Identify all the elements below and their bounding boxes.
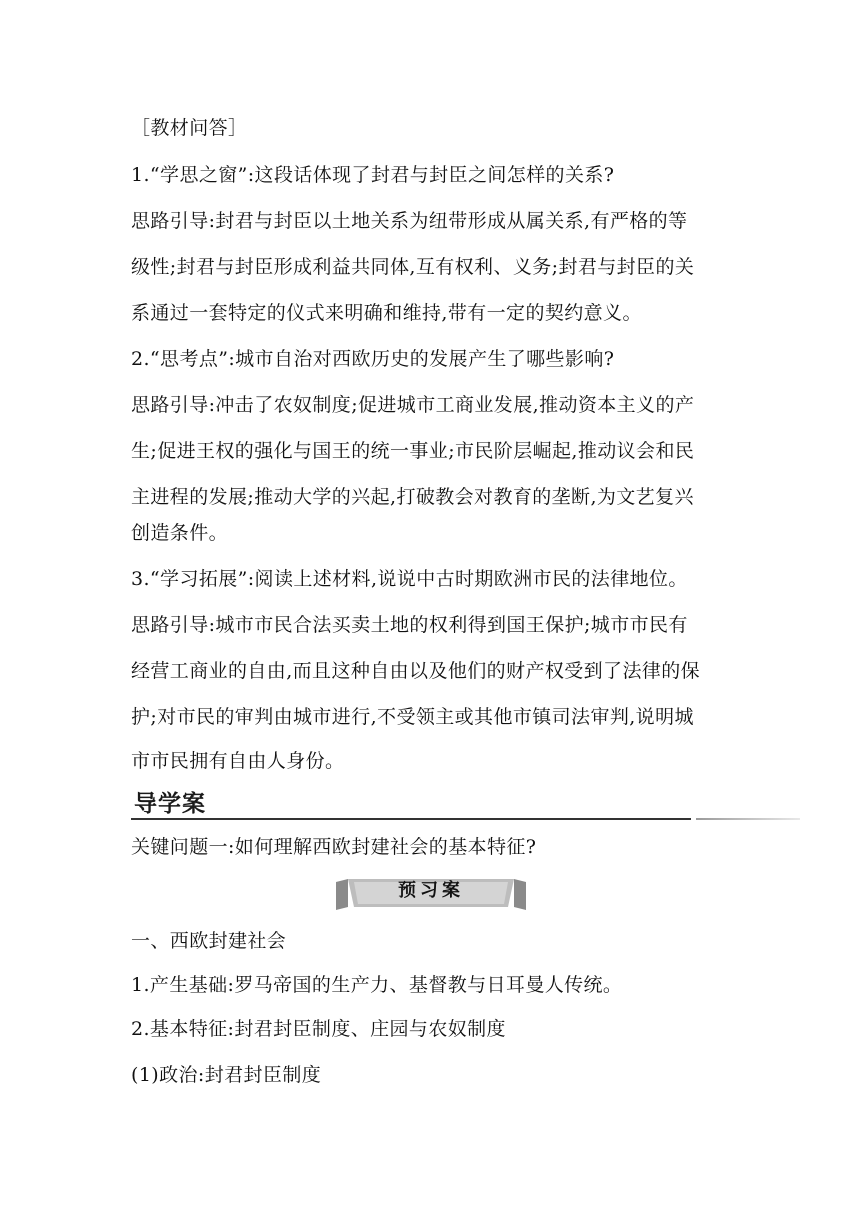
answer-3-line-1: 思路引导:城市市民合法买卖土地的权利得到国王保护;城市市民有 xyxy=(131,614,688,636)
preview-banner xyxy=(336,876,526,910)
answer-2-line-1: 思路引导:冲击了农奴制度;促进城市工商业发展,推动资本主义的产 xyxy=(131,394,695,416)
answer-3-line-3: 护;对市民的审判由城市进行,不受领主或其他市镇司法审判,说明城 xyxy=(131,706,694,728)
question-2: 2.“思考点”:城市自治对西欧历史的发展产生了哪些影响? xyxy=(131,348,615,370)
key-question: 关键问题一:如何理解西欧封建社会的基本特征? xyxy=(131,836,537,858)
heading-divider-fade xyxy=(696,818,800,820)
answer-1-line-3: 系通过一套特定的仪式来明确和维持,带有一定的契约意义。 xyxy=(131,302,642,324)
answer-2-line-3: 主进程的发展;推动大学的兴起,打破教会对教育的垄断,为文艺复兴 xyxy=(131,486,694,508)
textbook-qa-header: ［教材问答］ xyxy=(131,117,248,139)
answer-3-line-2: 经营工商业的自由,而且这种自由以及他们的财产权受到了法律的保 xyxy=(131,660,701,682)
answer-2-line-4: 创造条件。 xyxy=(131,522,229,544)
answer-1-line-2: 级性;封君与封臣形成利益共同体,互有权利、义务;封君与封臣的关 xyxy=(131,256,695,278)
question-1: 1.“学思之窗”:这段话体现了封君与封臣之间怎样的关系? xyxy=(131,164,615,186)
preview-item-2: 2.基本特征:封君封臣制度、庄园与农奴制度 xyxy=(131,1018,506,1040)
answer-2-line-2: 生;促进王权的强化与国王的统一事业;市民阶层崛起,推动议会和民 xyxy=(131,440,695,462)
preview-banner-label: 预习案 xyxy=(398,880,464,901)
section-title-western-europe: 一、西欧封建社会 xyxy=(131,930,287,952)
question-3: 3.“学习拓展”:阅读上述材料,说说中古时期欧洲市民的法律地位。 xyxy=(131,568,688,590)
preview-subitem-1: (1)政治:封君封臣制度 xyxy=(131,1064,322,1086)
heading-divider xyxy=(131,818,691,820)
answer-1-line-1: 思路引导:封君与封臣以土地关系为纽带形成从属关系,有严格的等 xyxy=(131,210,688,232)
guide-section-heading: 导学案 xyxy=(134,791,206,817)
answer-3-line-4: 市市民拥有自由人身份。 xyxy=(131,750,345,772)
preview-item-1: 1.产生基础:罗马帝国的生产力、基督教与日耳曼人传统。 xyxy=(131,974,623,996)
